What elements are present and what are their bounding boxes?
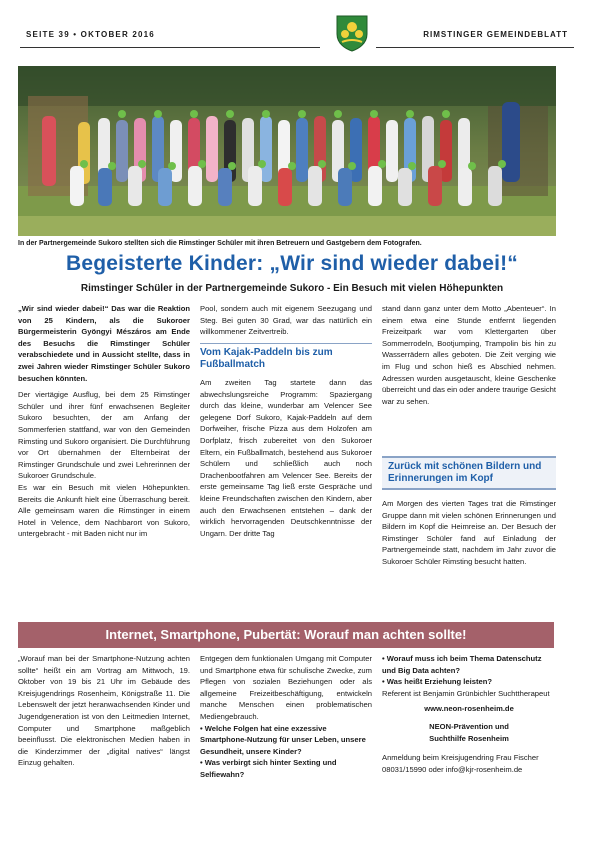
article-headline: Begeisterte Kinder: „Wir sind wieder dabei!“	[65, 252, 519, 275]
article-subheadline: Rimstinger Schüler in der Partnergemeinde Sukoro - Ein Besuch mit vielen Höhepunkten	[80, 283, 504, 294]
article1-column-3-body	[382, 498, 556, 568]
article-paragraph: Am zweiten Tag startete dann das abwechslungsreiche Programm: Spaziergang durch das kleine, wunderbar am Velencer See gelegene Dorf Sukoro, Kajak-Paddeln auf dem Dorfweiher, frische Pizza aus dem Holzofen am Dorfplatz, frisch zubereitet von den Sukoroer Eltern, ein Fußballmatch, bestehend aus Sukoroer Schülern und schließlich auch noch Drachenbootfahren am Velencer See. Bereits der erste gemeinsame Tag ließ erste Gespräche und kleine Freundschaften zwischen den Kindern, aber auch den Erwachsenen entstehen – dank der wirklich hervorragenden Deutschkenntnisse der Ungarn. Der dritte Tag	[200, 378, 372, 538]
question-bullet: • Worauf muss ich beim Thema Datenschutz und Big Data achten?	[382, 654, 542, 675]
article2-column-1	[18, 653, 190, 769]
article1-column-3	[382, 303, 556, 407]
page-header	[20, 14, 574, 54]
article-paragraph: stand dann ganz unter dem Motto „Abenteuer“. In einem etwa eine Stunde entfernt liegenden Freizeitpark war vom Klettergarten über Sommerrodeln, Bootjumping, Trampolin bis hin zu Wasserrädern alles geboten. Die Zeit verging wie im Flug und schon hieß es Abschied nehmen. Adressen wurden ausgetauscht, kleine Geschenke überreicht und das ein oder andere traurige Gesicht war zu sehen.	[382, 304, 556, 406]
article-paragraph: Entgegen dem funktionalen Umgang mit Computer und Smartphone etwa für schulische Zwecke, zum Pflegen von sozialen Beziehungen oder als allgemeine Freizeitbeschäftigung, entwickeln manche Menschen einen problematischen Mediengebrauch.	[200, 654, 372, 721]
people-front-row	[70, 166, 502, 206]
article1-column-1	[18, 303, 190, 540]
article-lead: „Wir sind wieder dabei!“ Das war die Reaktion von 25 Kindern, als die Sukoroer Bürgermeisterin Gyöngyi Mészáros am Ende des Besuchs die Rimstinger Schüler verabschiedete und in Aussicht stellte, dass in zwei Jahren wieder Rimstinger Schüler Sukoro besuchen könnten.	[18, 304, 190, 383]
question-bullet: • Was heißt Erziehung leisten?	[382, 677, 492, 687]
municipal-crest-icon	[334, 14, 370, 52]
group-photo	[18, 66, 556, 236]
referent-info: Referent ist Benjamin Grünbichler Suchttherapeut	[382, 688, 550, 698]
photo-caption: In der Partnergemeinde Sukoro stellten sich die Rimstinger Schüler mit ihren Betreuern und Gastgebern dem Fotografen.	[18, 240, 422, 247]
organization-name: Suchthilfe Rosenheim	[429, 733, 509, 743]
page-number-date: SEITE 39 • OKTOBER 2016	[26, 30, 155, 39]
article2-column-3	[382, 653, 556, 775]
article-paragraph: Der viertägige Ausflug, bei dem 25 Rimstinger Schüler und ihrer fünf erwachsenen Begleiter Sukoro besuchten, der am Anfang der Sommerferien stattfand, war von den Gemeinden Rimsting und Sukoro organisiert. Die Durchführung vor Ort übernahmen der Elternbeirat der Rimstinger Grundschule und zwei Lehrerinnen der Sukoroer Grundschule.	[18, 390, 190, 481]
article-paragraph: Es war ein Besuch mit vielen Höhepunkten. Bereits die Ankunft hielt eine Überraschung bereit. Alle gemeinsam waren die Rimstinger in einem Hotel in Velence, dem Nachbarort von Sukoro, untergebracht - mit Baden nicht nur im	[18, 482, 190, 539]
publication-title: RIMSTINGER GEMEINDEBLATT	[423, 30, 568, 39]
section-heading: Zurück mit schönen Bildern und Erinnerungen im Kopf	[382, 456, 556, 490]
article1-column-2-body	[200, 377, 372, 539]
article-paragraph: Pool, sondern auch mit eigenem Seezugang und Steg. Bei guten 30 Grad, war das natürlich ein willkommener Zeitvertreib.	[200, 304, 372, 337]
website-link[interactable]: www.neon-rosenheim.de	[424, 704, 514, 714]
article2-banner	[18, 622, 554, 648]
article-paragraph: Am Morgen des vierten Tages trat die Rimstinger Gruppe dann mit vielen schönen Erinnerungen und Bildern im Kopf die Heimreise an. Der Besuch der Rimstinger Schüler fand auf Einladung der Partnergemeinde statt, nachdem im Jahr zuvor die Sukoroer Schüler Rimsting besucht hatten.	[382, 499, 556, 566]
organization-name: NEON-Prävention und	[429, 721, 509, 731]
article2-column-2	[200, 653, 372, 781]
header-rule-left	[20, 47, 320, 48]
registration-contact: Anmeldung beim Kreisjugendring Frau Fischer 08031/15990 oder info@kjr-rosenheim.de	[382, 753, 539, 774]
article-paragraph: „Worauf man bei der Smartphone-Nutzung achten sollte“ heißt ein am Vortrag am Mittwoch, 19. Oktober von 19 bis 21 Uhr im Gebäude des Kreisjugendrings Rosenheim, Königstraße 11. Die Lebenswelt der jetzt heranwachsenden Kinder und Jugendgeneration ist von den Leitmedien Internet, Computer und Smartphone maßgeblich beeinflusst. Die elektronischen Medien haben in die Kinderzimmer der „digital natives“ längst Einzug gehalten.	[18, 654, 190, 768]
header-rule-right	[376, 47, 574, 48]
article2-headline: Internet, Smartphone, Pubertät: Worauf man achten sollte!	[105, 627, 467, 642]
question-bullet: • Was verbirgt sich hinter Sexting und Selfiewahn?	[200, 758, 337, 779]
article1-column-2	[200, 303, 372, 338]
question-bullet: • Welche Folgen hat eine exzessive Smartphone-Nutzung für unser Leben, unsere Gesundheit, unsere Kinder?	[200, 723, 366, 756]
section-heading: Vom Kajak-Paddeln bis zum Fußballmatch	[200, 343, 372, 371]
